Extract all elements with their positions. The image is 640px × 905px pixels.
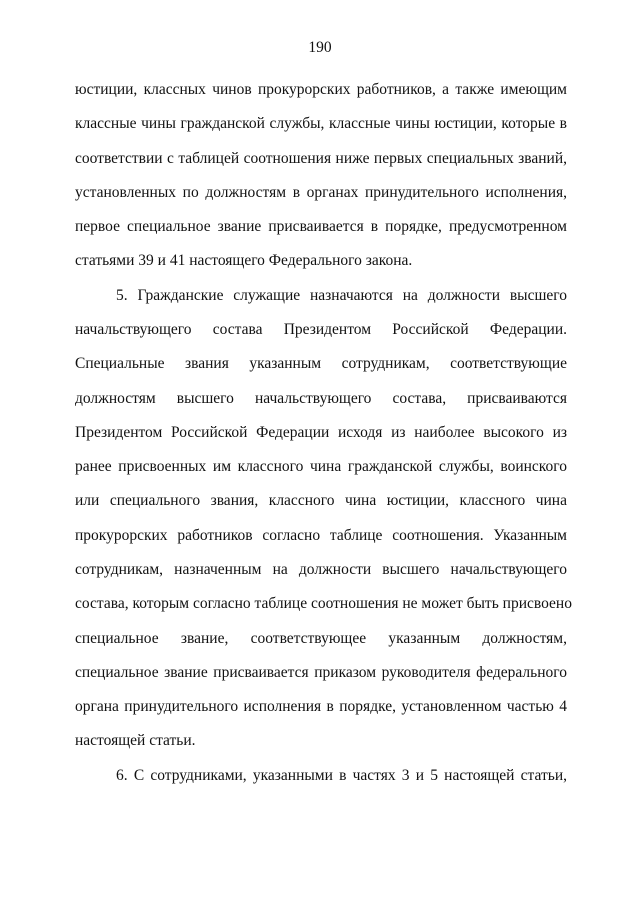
- text-line: соответствии с таблицей соотношения ниже первых специальных званий,: [75, 150, 567, 167]
- text-line: Специальные звания указанным сотрудникам, соответствующие: [75, 355, 567, 372]
- text-line: ранее присвоенных им классного чина гражданской службы, воинского: [75, 458, 567, 475]
- text-line: органа принудительного исполнения в порядке, установленном частью 4: [75, 698, 567, 715]
- text-line: начальствующего состава Президентом Российской Федерации.: [75, 321, 567, 338]
- paragraph-5-first-line: 5. Гражданские служащие назначаются на должности высшего: [116, 287, 567, 304]
- paragraph-6-first-line: 6. С сотрудниками, указанными в частях 3 и 5 настоящей статьи,: [116, 767, 567, 784]
- page-number: 190: [308, 39, 332, 56]
- text-line: установленных по должностям в органах принудительного исполнения,: [75, 184, 567, 201]
- text-line: настоящей статьи.: [75, 732, 196, 749]
- text-line: или специального звания, классного чина юстиции, классного чина: [75, 492, 567, 509]
- text-line: первое специальное звание присваивается в порядке, предусмотренном: [75, 218, 567, 235]
- text-line: сотрудникам, назначенным на должности высшего начальствующего: [75, 561, 567, 578]
- text-line: специальное звание присваивается приказом руководителя федерального: [75, 664, 567, 681]
- text-line: юстиции, классных чинов прокурорских работников, а также имеющим: [75, 81, 567, 98]
- text-line: статьями 39 и 41 настоящего Федерального закона.: [75, 252, 413, 269]
- text-line: прокурорских работников согласно таблице соотношения. Указанным: [75, 527, 567, 544]
- text-line: специальное звание, соответствующее указанным должностям,: [75, 630, 567, 647]
- text-line: Президентом Российской Федерации исходя из наиболее высокого из: [75, 424, 567, 441]
- text-line: состава, которым согласно таблице соотношения не может быть присвоено: [75, 595, 572, 612]
- text-line: классные чины гражданской службы, классные чины юстиции, которые в: [75, 115, 567, 132]
- text-line: должностям высшего начальствующего состава, присваиваются: [75, 390, 567, 407]
